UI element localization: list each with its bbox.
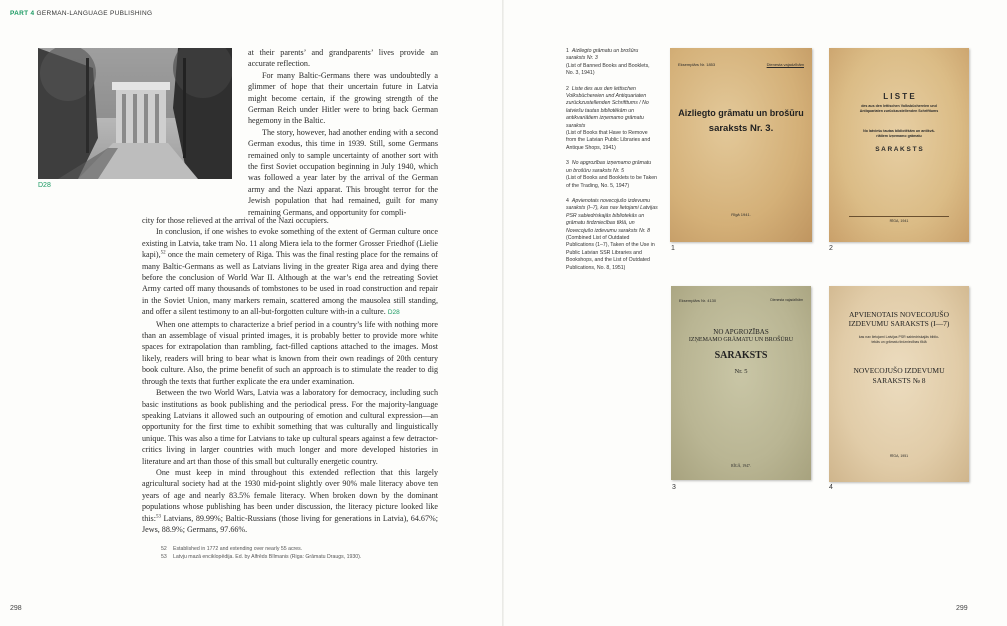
cover-text: RĪGA, 1941 (889, 219, 909, 223)
cemetery-photo (38, 48, 232, 179)
cover-title: NO APGROZĪBAS (713, 328, 769, 336)
paragraph (142, 226, 438, 318)
right-page (504, 0, 1007, 626)
cover-title: L I S T E (883, 92, 915, 101)
paragraph: at their parents’ and grandparents’ lives provide an accurate reflection. (248, 48, 438, 69)
paragraph: city for those relieved at the arrival of the Nazi occupiers. (142, 216, 329, 225)
paragraph: When one attempts to characterize a brief period in a country’s life with nothing more than an assemblage of visual printed images, it is probably better to provide more white spaces for extrapolation than rambling, fact-filled captions attached to the images. Most likely, readers will bring to bear what is known from their own readings of 20th century book culture. Also, the prime benefit of such an approach is to stimulate the reader to dig through the texts that further explicate the era under examination. (142, 319, 438, 386)
paragraph (142, 467, 438, 535)
figure-number: 1 (671, 245, 675, 252)
cover-title: S A R A K S T S (875, 146, 923, 153)
cover-text: Eksemplārs Nr. 1853 (678, 62, 716, 67)
footnote-text: Established in 1772 and extending over nearly 55 acres. (173, 546, 303, 552)
text-run: Latvians, 89.99%; Baltic-Russians (those living for generations in Latvia), 64.67%; Jews, 88.9%; Germans, 97.66%. (142, 513, 438, 534)
cover-text: Dienesta vajadzībām (766, 62, 804, 67)
cover-text: Eksemplārs Nr. 4130 (679, 298, 717, 303)
text-run: In conclusion, if one wishes to evoke something of the extent of German culture once existing in Latvia, take tram No. 11 along Miera iela to the former Grosser Friedhof (Lielie kapi), (142, 227, 438, 260)
figure-number: 3 (672, 484, 676, 491)
left-page (0, 0, 503, 626)
cover-title: saraksts Nr. 3. (708, 123, 774, 134)
figure-captions (566, 48, 658, 280)
cover-rule (849, 216, 949, 217)
caption-1 (566, 48, 658, 78)
narrow-text-column (248, 47, 438, 218)
text-run: once the main cemetery of Riga. This was the final resting place for the remains of many Baltic-Germans as well as Latvians living in the greater Riga area and dying there before the conclusion of World War II. Although at the war’s end the retreating Soviet Army carted off many thousands of tombstones to be used in road construction and repair in the Soviet Union, many markers remain, scattered among the mausolea still standing, and offer a silent testimony to an all-but-forgotten culture with-in a culture. (142, 250, 438, 317)
cover-text: Antiquariaten zurückzustellenden Schrifttums (859, 109, 939, 113)
part-title: GERMAN-LANGUAGE PUBLISHING (36, 10, 153, 17)
page-number-right: 299 (956, 605, 968, 612)
caption-title: Apvienotais novecojušo izdevumu saraksts (I–7), kas nav lietojami Latvijas PSR sabiedriskajās bibliotekās un grāmatu tirdzniecības tīklā, un Novecojušo izdevumu saraksts Nr. 8 (566, 197, 658, 234)
paragraph: For many Baltic-Germans there was undoubtedly a glimmer of hope that their uncertain future in Latvia might become certain, if the growing strength of the German Reich under Hitler were to bring back German hegemony in the Baltic. (248, 70, 438, 126)
paragraph: Between the two World Wars, Latvia was a laboratory for democracy, including such basic institutions as book publishing and the periodical press. For the majority-language speaking Latvians it allowed such an outpouring of emotion and cultural expression—an opportunity for the first time to exhibit something that was culturally and linguistically unique. This was also a time for Latvians to take up cultural spears against a few detractor-critics living in larger countries with much longer and more developed histories in literature and art than those of this small but culturally energetic country. (142, 388, 438, 466)
cover-text: des aus den lettischen Volksbüchereien und (861, 104, 937, 108)
figure-reference[interactable]: D28 (387, 309, 400, 317)
cover-title: Aizliegto grāmatu un brošūru (678, 108, 804, 118)
caption-3 (566, 160, 658, 190)
footnote-marker[interactable]: 52 (160, 250, 166, 256)
footnotes (161, 545, 441, 561)
caption-number: 3 (566, 160, 569, 167)
caption-number: 1 (566, 48, 569, 54)
paragraph: The story, however, had another ending with a second German exodus, this time in 1939. Still, some Germans remained only to sample uncertainty of another sort with the first Soviet occupation beginning in July 1940, which was followed a year later by the arrival of the German army and the Nazi apparat. This brought terror for the Jewish population that had remained, guilt for many remaining Germans, and opportunity for compli- (248, 127, 438, 217)
figure-number: 4 (829, 484, 833, 491)
part-label: PART 4 (10, 10, 35, 17)
cover-text: RĪGĀ, 1947. (731, 464, 751, 468)
running-header (10, 10, 152, 17)
caption-number: 2 (566, 85, 569, 92)
caption-number: 4 (566, 197, 569, 204)
caption-title: Aizliegto grāmatu un brošūru saraksts Nr. 3 (566, 48, 639, 62)
book-cover-3 (671, 286, 811, 480)
cover-title: SARAKSTS (714, 350, 768, 361)
cover-text: Rīgā 1941. (731, 212, 751, 217)
footnote-number: 52 (161, 546, 167, 552)
book-cover-4 (829, 286, 969, 482)
book-cover-1 (670, 48, 812, 242)
photo-caption-id: D28 (38, 182, 51, 189)
figure-number: 2 (829, 245, 833, 252)
page-number-left: 298 (10, 605, 22, 612)
cover-text: tekās un grāmatu tirdzniecības tīklā (871, 340, 927, 344)
cover-title: SARAKSTS № 8 (872, 376, 926, 385)
caption-title: No apgrozības izņemamo grāmatu un brošūru saraksts Nr. 5 (566, 160, 652, 174)
cover-title: IZDEVUMU SARAKSTS (I—7) (848, 319, 950, 328)
cover-text: RĪGA, 1951 (889, 454, 909, 458)
cover-title: NOVECOJUŠO IZDEVUMU (853, 366, 945, 375)
caption-title: Liste des aus den lettischen Volksbüchereien und Antiquariaten zurückzustellenden Schrifttums / No latviešu tautas bibliotēkām un antikvariātiem izņemamo grāmatu saraksts (566, 85, 649, 129)
caption-desc: (List of Books that Have to Remove from the Latvian Public Libraries and Antique Shops, 1941) (566, 130, 651, 151)
footnote-marker[interactable]: 53 (155, 513, 161, 519)
cover-text: Dienesta vajadzībām (770, 298, 803, 302)
cover-text: No latviešu tautas bibliotēkām un antikvā- (863, 129, 935, 133)
footnote-number: 53 (161, 554, 167, 560)
caption-desc: (List of Books and Booklets to be Taken of the Trading, No. 5, 1947) (566, 175, 658, 189)
cover-text: kas nav lietojami Latvijas PSR sabiedriskajās biblio- (858, 335, 940, 339)
text-run: One must keep in mind throughout this extended reflection that this largely agricultural society had at the 1930 mid-point slightly over 90% male literacy above ten years of age and nearly 83.5% female literacy. When broken down by the dominant populations whose publishing has been under discussion, the literacy picture looked like this: (142, 467, 438, 523)
footnote-text: Latvju mazā enciklopēdija. Ed. by Alfrēds Bīlmanis (Riga: Grāmatu Draugs, 1930). (173, 554, 362, 560)
caption-4 (566, 198, 658, 272)
caption-desc: (List of Banned Books and Booklets, No. 3, 1941) (566, 62, 650, 77)
cover-title: IZŅEMAMO GRĀMATU UN BROŠŪRU (688, 337, 794, 343)
caption-2 (566, 86, 658, 153)
wide-text-column (142, 215, 438, 535)
footnote (161, 545, 441, 553)
book-cover-2 (829, 48, 969, 242)
footnote (161, 553, 441, 561)
caption-desc: (Combined List of Outdated Publications (1–7), Taken of the Use in Public Latvian SSR Libraries and Bookshops, and the List of Outdated Publications, No. 8, 1951) (566, 234, 655, 271)
cover-text: riātiem izņemamo grāmatu (876, 134, 922, 138)
cover-title: APVIENOTAIS NOVECOJUŠO (848, 310, 950, 319)
cover-text: Nr. 5 (734, 368, 748, 375)
